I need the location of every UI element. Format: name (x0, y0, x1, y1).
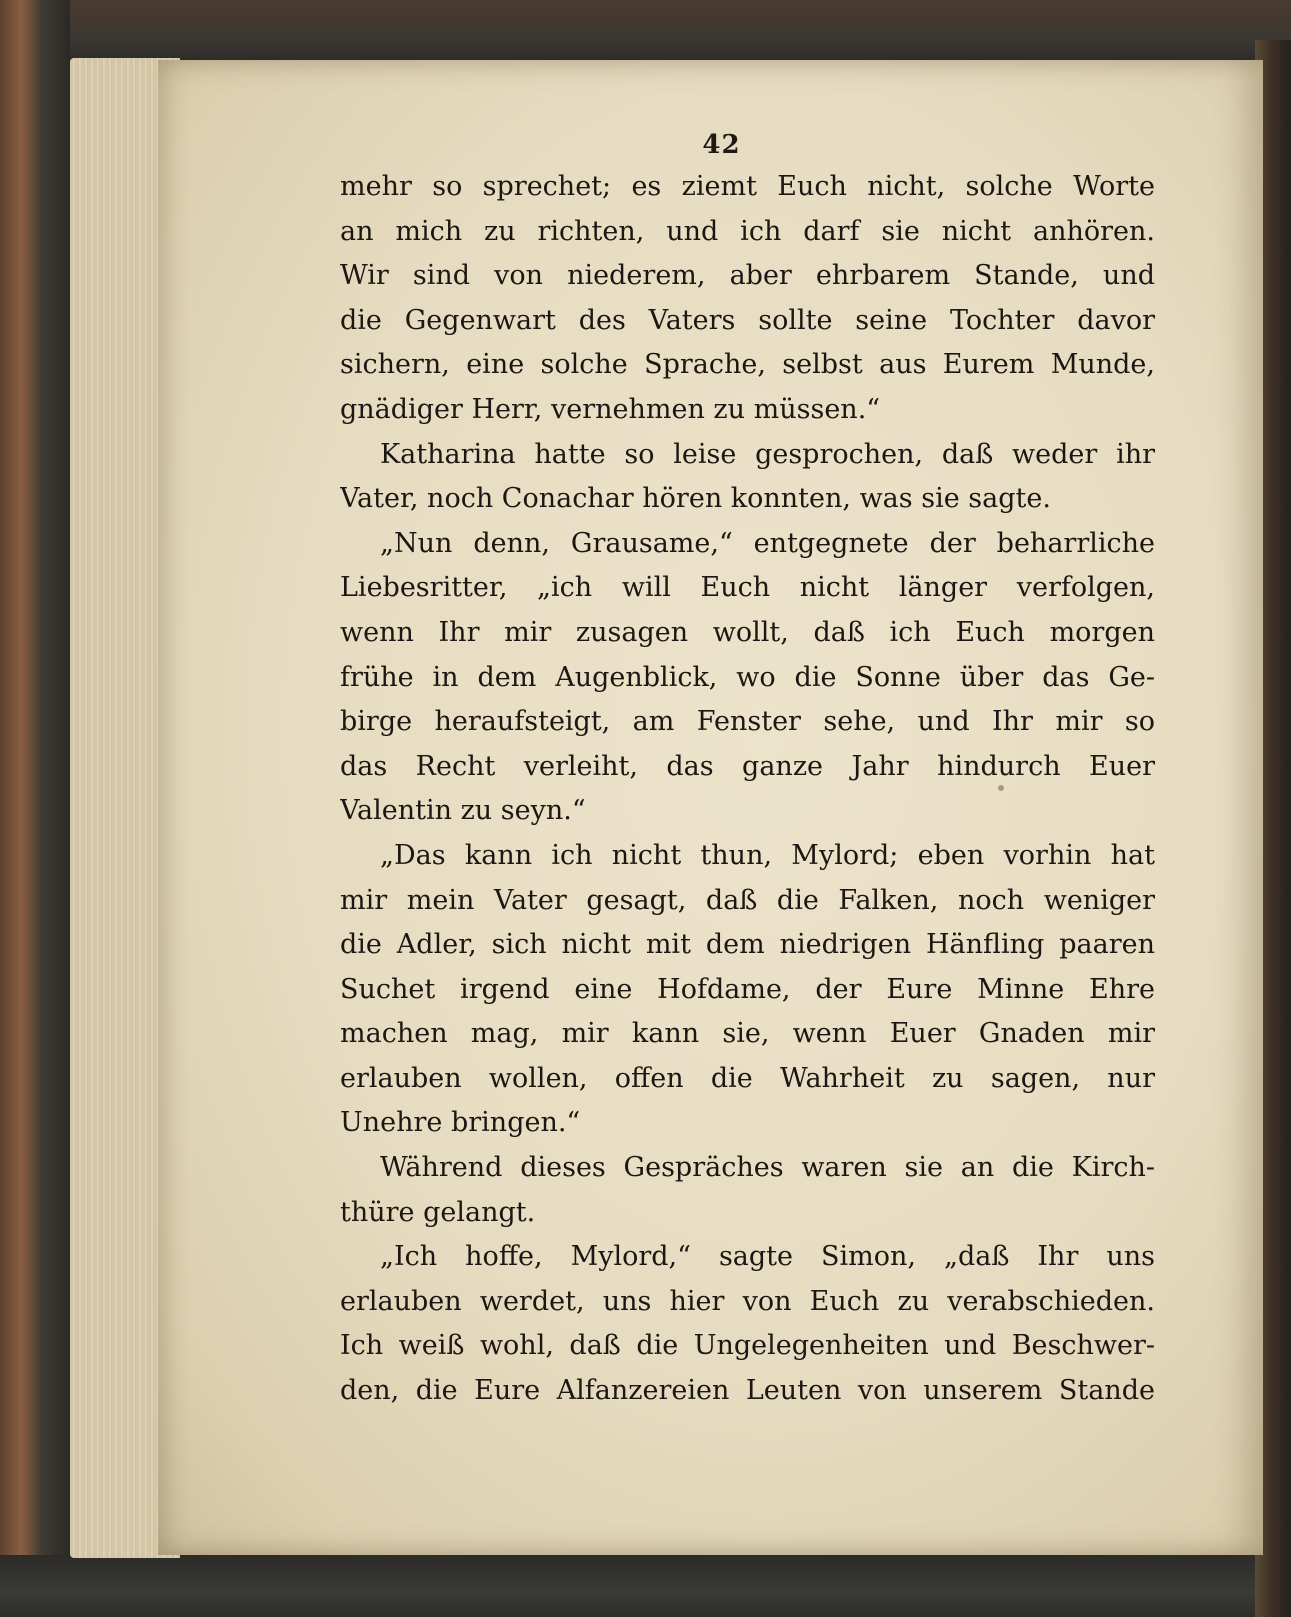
text-line: Valentin zu seyn.“ (340, 795, 586, 827)
text-line: den, die Eure Alfanzereien Leuten von unserem Stande (340, 1375, 1155, 1407)
text-line: das Recht verleiht, das ganze Jahr hindurch Euer (340, 750, 1155, 782)
paragraph (340, 433, 1155, 522)
text-line: thüre gelangt. (340, 1196, 536, 1228)
paragraph (340, 522, 1155, 834)
text-line: mir mein Vater gesagt, daß die Falken, noch weniger (340, 884, 1155, 916)
book-page (158, 60, 1263, 1555)
text-line: birge heraufsteigt, am Fenster sehe, und Ihr mir so (340, 706, 1155, 738)
book-cover-left (0, 0, 70, 1617)
text-line: frühe in dem Augenblick, wo die Sonne über das Ge- (340, 661, 1155, 693)
text-line: an mich zu richten, und ich darf sie nicht anhören. (340, 215, 1155, 247)
paragraph (340, 1146, 1155, 1235)
text-line: „Das kann ich nicht thun, Mylord; eben vorhin hat (380, 839, 1155, 871)
text-line: Liebesritter, „ich will Euch nicht länger verfolgen, (340, 572, 1155, 604)
paper-speck (998, 785, 1004, 791)
text-line: Suchet irgend eine Hofdame, der Eure Minne Ehre (340, 973, 1155, 1005)
text-line: Unehre bringen.“ (340, 1107, 581, 1139)
text-line: sichern, eine solche Sprache, selbst aus Eurem Munde, (340, 349, 1155, 381)
book-cover-top (0, 0, 1291, 64)
text-line: „Ich hoffe, Mylord,“ sagte Simon, „daß Ihr uns (380, 1241, 1155, 1273)
text-line: Vater, noch Conachar hören konnten, was sie sagte. (340, 483, 1051, 515)
page-text (340, 165, 1155, 1414)
book-cover-bottom (0, 1555, 1291, 1617)
text-line: machen mag, mir kann sie, wenn Euer Gnaden mir (340, 1018, 1155, 1050)
text-line: erlauben wollen, offen die Wahrheit zu sagen, nur (340, 1062, 1155, 1094)
text-line: wenn Ihr mir zusagen wollt, daß ich Euch morgen (340, 616, 1155, 648)
text-line: Wir sind von niederem, aber ehrbarem Stande, und (340, 260, 1155, 292)
paragraph (340, 165, 1155, 433)
text-line: Katharina hatte so leise gesprochen, daß weder ihr (380, 438, 1155, 470)
text-line: Ich weiß wohl, daß die Ungelegenheiten und Beschwer- (340, 1330, 1155, 1362)
text-line: mehr so sprechet; es ziemt Euch nicht, solche Worte (340, 171, 1155, 202)
text-line: „Nun denn, Grausame,“ entgegnete der beharrliche (380, 527, 1155, 559)
text-line: die Gegenwart des Vaters sollte seine Tochter davor (340, 304, 1155, 336)
text-line: die Adler, sich nicht mit dem niedrigen Hänfling paaren (340, 929, 1155, 961)
page-number: 42 (702, 130, 741, 160)
text-line: Während dieses Gespräches waren sie an die Kirch- (380, 1152, 1155, 1184)
text-line: gnädiger Herr, vernehmen zu müssen.“ (340, 393, 881, 425)
paragraph (340, 834, 1155, 1146)
text-line: erlauben werdet, uns hier von Euch zu verabschieden. (340, 1285, 1155, 1317)
paragraph (340, 1235, 1155, 1413)
